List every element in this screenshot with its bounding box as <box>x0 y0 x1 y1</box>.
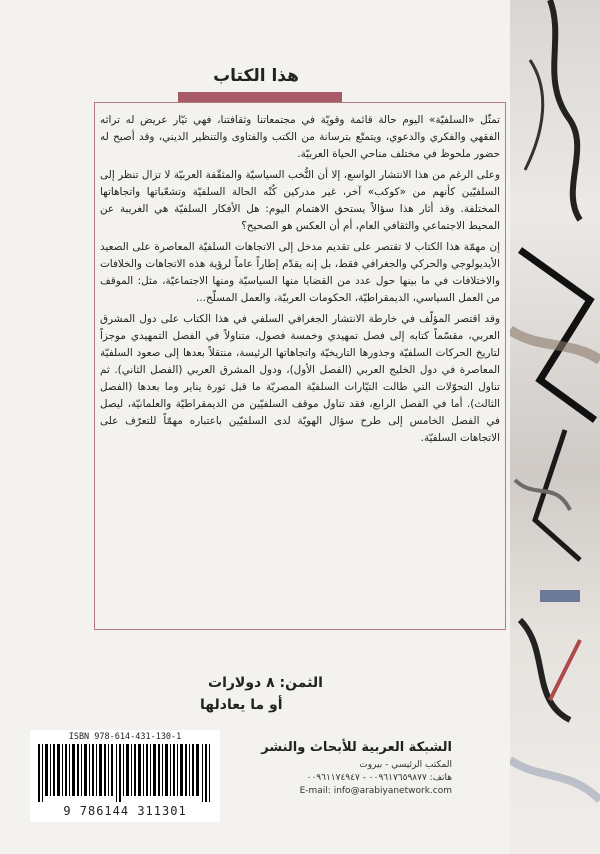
paragraph-3: إن مهمّة هذا الكتاب لا تقتصر على تقديم مدخل إلى الاتجاهات السلفيّة المعاصرة على الصعيد الأيديولوجي والحركي والجغرافي فقط، بل إنه يقدّم إطاراً عاماً لرؤية هذه الاتجاهات والخلافات والاختلافات في ما بينها حول عدد من القضايا منها السياسيّة ومنها الاجتماعيّة، مثل: الموقف من العمل السياسي، الديمقراطيّة، الحكومات العربيّة، والعمل المسلّح... <box>100 241 500 304</box>
paragraph-2: وعلى الرغم من هذا الانتشار الواسع، إلا أن النُّخب السياسيّة والمثقّفة العربيّة لا تزال تنظر إلى السلفيّين كأنهم من «كوكب» آخر، غير مدركين كُنْه الحالة السلفيّة وتشعّباتها واتجاهاتها المختلفة. وقد أثار هذا سؤالاً يستحق الاهتمام اليوم: هل الأفكار السلفيّة هي الغريبة عن المحيط الاجتماعي والثقافي العام، أم أن العكس هو الصحيح؟ <box>100 169 500 232</box>
title-accent-bar <box>178 92 342 102</box>
publisher-email: E-mail: info@arabiyanetwork.com <box>299 786 452 796</box>
publisher-office: المكتب الرئيسي - بيروت <box>359 760 452 770</box>
description-text <box>100 112 500 451</box>
barcode-bars <box>38 744 212 802</box>
price-label: الثمن: ٨ دولارات <box>208 675 323 691</box>
cover-artwork <box>510 0 600 854</box>
section-title: هذا الكتاب <box>213 66 299 86</box>
publisher-phone: هاتف: ٠٠٩٦١٧٦٥٩٨٧٧ - ٠٠٩٦١١٧٤٩٤٧ <box>306 773 452 783</box>
isbn-text: ISBN 978-614-431-130-1 <box>68 732 182 742</box>
publisher-block <box>261 740 452 798</box>
barcode-number: 9 786144 311301 <box>63 804 187 818</box>
barcode <box>30 730 220 822</box>
publisher-name: الشبكة العربية للأبحاث والنشر <box>261 740 452 755</box>
paragraph-1: تمثّل «السلفيّة» اليوم حالة قائمة وقويّة في مجتمعاتنا وثقافتنا، فهي تيّار عريض له تراثه الفقهي والفكري والدعوي، ويتمتّع بترسانة من الكتب والفتاوى والتنظير الديني، وقد أصبح له حضور ملحوظ في مختلف مناحي الحياة العربيّة. <box>100 114 500 160</box>
price-equivalent: أو ما يعادلها <box>200 697 283 713</box>
paragraph-4: وقد اقتصر المؤلّف في خارطة الانتشار الجغرافي السلفي في هذا الكتاب على دول المشرق العربي، مقسّماً كتابه إلى فصل تمهيدي وخمسة فصول، متناولاً في الفصل التمهيدي موجزاً لتاريخ الحركات السلفيّة وجذورها التاريخيّة واتجاهاتها الرئيسة، منتقلاً بعدها إلى صعود السلفيّة المعاصرة في دول الخليج العربي (الفصل الأول)، ودول المشرق العربي (الفصل الثاني). ثم تناول التحوّلات التي طالت التيّارات السلفيّة المصريّة ما قبل ثورة يناير وما بعدها (الفصل الثالث). أما في الفصل الرابع، فقد تناول موقف السلفيّين من الديمقراطيّة والعلمانيّة، ليصل في الفصل الخامس إلى طرح سؤال الهويّة لدى السلفيّين باعتباره مهمّاً للتعرّف على الاتجاهات السلفيّة. <box>100 313 500 444</box>
